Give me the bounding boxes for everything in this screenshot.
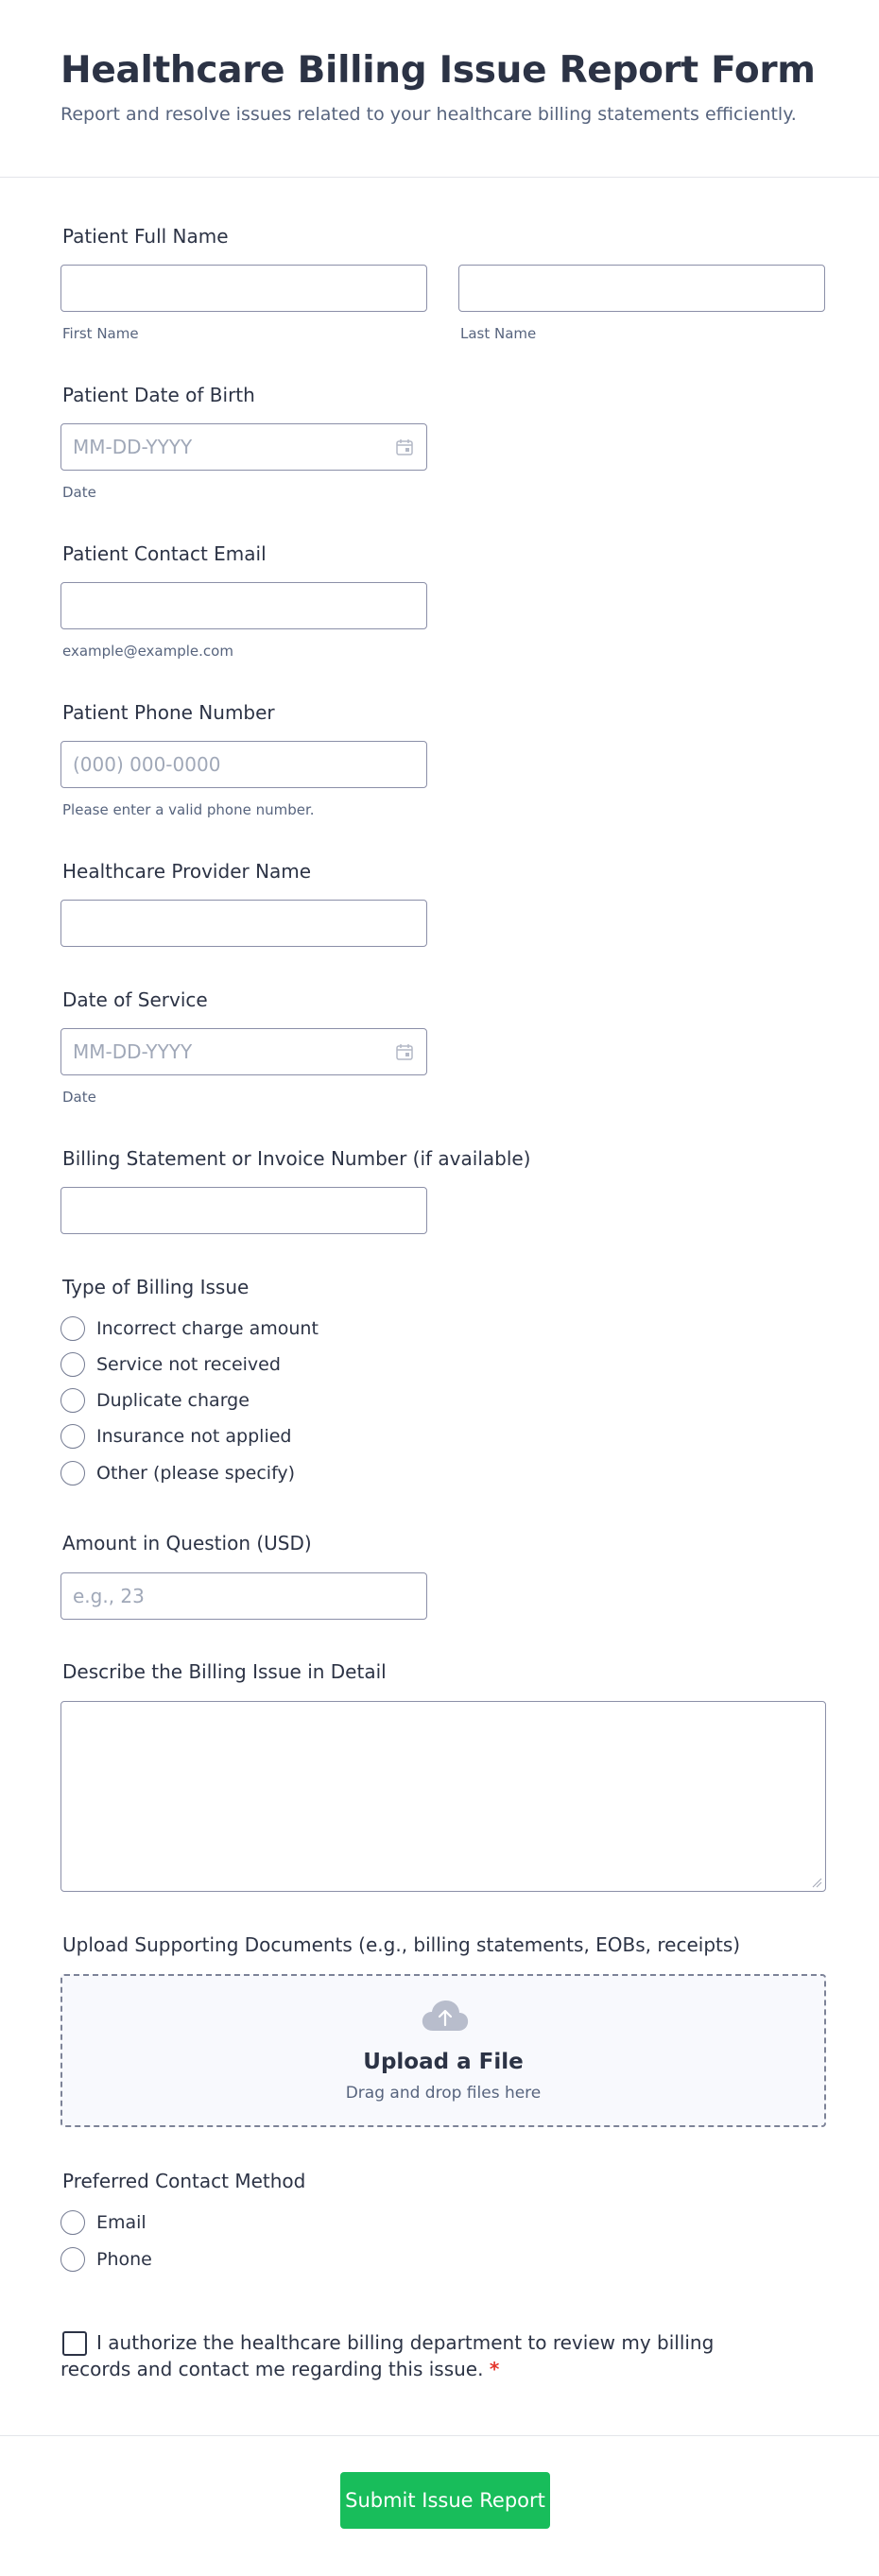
radio-button[interactable] xyxy=(60,1316,85,1341)
service-date-label: Date of Service xyxy=(62,988,208,1011)
first-name-input[interactable] xyxy=(60,265,427,312)
consent-text: I authorize the healthcare billing department to review my billing records and contact me regarding this issue. xyxy=(60,2331,715,2380)
calendar-icon[interactable] xyxy=(395,438,414,456)
patient-name-label: Patient Full Name xyxy=(62,225,229,248)
resize-handle-icon[interactable] xyxy=(811,1877,822,1888)
issue-option-other[interactable] xyxy=(60,1460,295,1486)
footer-divider xyxy=(0,2435,879,2436)
radio-label: Other (please specify) xyxy=(96,1463,296,1484)
description-textarea[interactable] xyxy=(60,1701,826,1892)
issue-option-insurance-not-applied[interactable] xyxy=(60,1423,292,1450)
radio-button[interactable] xyxy=(60,2210,85,2235)
patient-email-sublabel: example@example.com xyxy=(62,643,233,660)
radio-label: Incorrect charge amount xyxy=(96,1318,319,1339)
last-name-input[interactable] xyxy=(458,265,825,312)
radio-button[interactable] xyxy=(60,1352,85,1377)
contact-option-email[interactable] xyxy=(60,2209,146,2236)
amount-label: Amount in Question (USD) xyxy=(62,1532,312,1554)
radio-label: Duplicate charge xyxy=(96,1390,250,1411)
invoice-number-input[interactable] xyxy=(60,1187,427,1234)
provider-name-input[interactable] xyxy=(60,900,427,947)
upload-label: Upload Supporting Documents (e.g., billing statements, EOBs, receipts) xyxy=(62,1933,741,1956)
consent-text-block xyxy=(60,2329,779,2382)
radio-label: Insurance not applied xyxy=(96,1426,292,1447)
contact-option-phone[interactable] xyxy=(60,2246,152,2273)
issue-option-incorrect-charge[interactable] xyxy=(60,1315,319,1342)
amount-input[interactable] xyxy=(60,1572,427,1620)
submit-button[interactable]: Submit Issue Report xyxy=(340,2472,550,2529)
patient-phone-input[interactable] xyxy=(60,741,427,788)
patient-dob-label: Patient Date of Birth xyxy=(62,384,255,406)
form-title: Healthcare Billing Issue Report Form xyxy=(60,49,816,92)
patient-phone-sublabel: Please enter a valid phone number. xyxy=(62,801,315,818)
service-date-sublabel: Date xyxy=(62,1089,96,1106)
radio-label: Service not received xyxy=(96,1354,281,1375)
first-name-sublabel: First Name xyxy=(62,325,139,342)
radio-button[interactable] xyxy=(60,1388,85,1413)
form-subtitle: Report and resolve issues related to your healthcare billing statements efficiently. xyxy=(60,104,797,125)
last-name-sublabel: Last Name xyxy=(460,325,537,342)
patient-dob-sublabel: Date xyxy=(62,484,96,501)
cloud-upload-icon xyxy=(421,1999,470,2033)
patient-phone-label: Patient Phone Number xyxy=(62,701,275,724)
file-upload-dropzone[interactable] xyxy=(60,1974,826,2127)
upload-subtitle: Drag and drop files here xyxy=(345,2084,542,2103)
patient-dob-input[interactable] xyxy=(60,423,427,471)
patient-email-label: Patient Contact Email xyxy=(62,542,267,565)
patient-email-input[interactable] xyxy=(60,582,427,629)
radio-button[interactable] xyxy=(60,1424,85,1449)
radio-label: Email xyxy=(96,2212,146,2233)
required-asterisk: * xyxy=(489,2358,500,2380)
issue-option-duplicate-charge[interactable] xyxy=(60,1387,250,1414)
contact-method-label: Preferred Contact Method xyxy=(62,2170,306,2192)
invoice-number-label: Billing Statement or Invoice Number (if available) xyxy=(62,1147,531,1170)
form-header xyxy=(0,0,879,178)
calendar-icon[interactable] xyxy=(395,1042,414,1061)
provider-name-label: Healthcare Provider Name xyxy=(62,860,312,883)
service-date-input[interactable] xyxy=(60,1028,427,1075)
radio-button[interactable] xyxy=(60,2247,85,2272)
radio-button[interactable] xyxy=(60,1461,85,1485)
issue-type-label: Type of Billing Issue xyxy=(62,1276,250,1298)
radio-label: Phone xyxy=(96,2249,152,2270)
description-label: Describe the Billing Issue in Detail xyxy=(62,1660,387,1683)
issue-option-service-not-received[interactable] xyxy=(60,1351,281,1378)
upload-title: Upload a File xyxy=(363,2050,524,2074)
